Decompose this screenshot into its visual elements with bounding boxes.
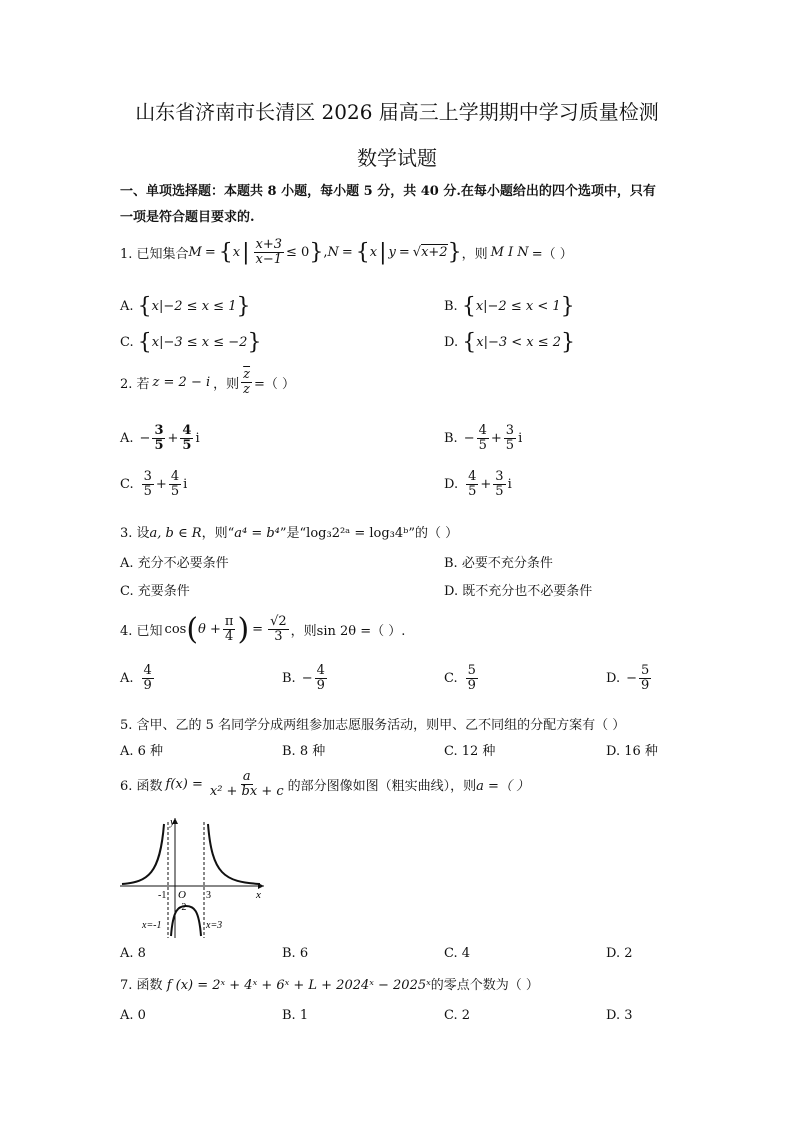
q1-option-c-letter: C. (120, 335, 134, 350)
q6-fx: f(x) = (165, 776, 203, 792)
q7-option-b[interactable]: B. 1 (282, 1008, 309, 1023)
q7-expression: f (x) = 2ˣ + 4ˣ + 6ˣ + L + 2024ˣ − 2025ˣ (166, 978, 431, 993)
q2-c-frac1 (142, 470, 154, 498)
q6-option-a[interactable]: A. 8 (120, 946, 146, 961)
q1-sqrt-sign: √ (412, 244, 422, 260)
q1-option-d-letter: D. (444, 335, 459, 350)
q6-origin-label: O (178, 889, 186, 901)
q1-a-brace-open: { (137, 294, 152, 319)
q3-option-c[interactable]: C. 充要条件 (120, 584, 190, 599)
q4-b-d: 9 (316, 677, 325, 693)
q2-c-d1: 5 (143, 483, 152, 499)
q4-rhs-frac (268, 615, 289, 643)
q6-answer-blank: a =（ ） (476, 778, 530, 794)
q4-four: 4 (225, 629, 234, 644)
q2-option-a-letter: A. (120, 430, 134, 446)
q2-d-d2: 5 (495, 483, 504, 499)
q1-option-d-text: x|−3 < x ≤ 2 (476, 335, 562, 350)
q2-d-frac2 (493, 470, 505, 498)
q1-option-b-letter: B. (444, 299, 458, 314)
q4-a-d: 9 (143, 677, 152, 693)
q4-option-a[interactable] (120, 664, 156, 692)
q4-eq: = (252, 622, 264, 637)
q2-then: ，则 (213, 376, 240, 392)
q4-then: ，则 (290, 624, 317, 639)
q1-prefix: 1. 已知集合 (120, 246, 189, 262)
q1-b-brace-close: } (560, 294, 575, 319)
q2-c-i: i (183, 476, 188, 492)
exam-subtitle: 数学试题 (357, 146, 437, 170)
q1-brace-close: } (309, 239, 324, 265)
q6-option-d[interactable]: D. 2 (606, 946, 633, 961)
q1-option-d[interactable] (444, 330, 575, 355)
q2-prefix: 2. 若 (120, 376, 150, 392)
q4-d-sign: − (626, 670, 637, 686)
q1-MI: M I N (490, 244, 529, 260)
q2-d-i: i (507, 476, 512, 492)
q2-d-frac1 (466, 470, 478, 498)
question-1 (120, 238, 573, 266)
q2-c-d2: 5 (170, 483, 180, 499)
q6-suffix: 的部分图像如图（粗实曲线），则 (287, 778, 477, 794)
q2-b-plus: + (490, 430, 502, 446)
q1-then: ，则 (461, 246, 488, 262)
q4-a-frac (142, 664, 154, 692)
q2-fraction (241, 368, 252, 396)
q2-b-d1: 5 (478, 437, 487, 453)
q1-d-brace-open: { (462, 330, 477, 355)
q5-option-a[interactable]: A. 6 种 (120, 744, 164, 759)
q4-three: 3 (274, 629, 283, 644)
q2-d-d1: 5 (468, 483, 477, 499)
q4-d-frac (639, 664, 651, 692)
q6-fraction (208, 770, 286, 798)
q1-option-b[interactable] (444, 294, 575, 319)
q1-brace-open2: { (355, 239, 370, 265)
q4-sin: sin 2θ =（ ）. (316, 624, 406, 639)
q7-option-d[interactable]: D. 3 (606, 1008, 633, 1023)
question-2 (120, 368, 295, 396)
q3-option-a[interactable]: A. 充分不必要条件 (120, 556, 229, 571)
q4-d-n: 5 (641, 663, 650, 678)
q7-suffix: 的零点个数为（ ） (430, 978, 539, 993)
q2-a-frac1 (152, 424, 165, 452)
q6-tick-3: 3 (206, 890, 211, 901)
q1-option-a-letter: A. (120, 299, 134, 314)
q2-condition: z = 2 − i (152, 374, 211, 390)
q1-a-brace-close: } (236, 294, 251, 319)
q1-brace-close2: } (447, 239, 462, 265)
q1-sqrt: x+2 (421, 245, 448, 261)
q3-option-b[interactable]: B. 必要不充分条件 (444, 556, 553, 571)
q6-den: x² + bx + c (209, 783, 284, 799)
q4-option-c-letter: C. (444, 670, 458, 686)
section-instructions-line2: 一项是符合题目要求的. (120, 210, 255, 225)
q2-a-d1: 5 (154, 437, 164, 453)
q2-a-n1: 3 (154, 423, 164, 438)
q2-a-i: i (195, 430, 200, 446)
question-3 (120, 522, 458, 541)
q1-le0: ≤ 0 (286, 244, 310, 260)
q3-text4: ”的（ ） (408, 526, 459, 541)
question-7 (120, 974, 539, 993)
q7-option-a[interactable]: A. 0 (120, 1008, 146, 1023)
q6-curve-right-branch (208, 824, 260, 884)
q2-b-sign: − (463, 430, 475, 446)
q6-curve-left-branch (122, 824, 164, 884)
q1-den: x−1 (255, 251, 283, 267)
q5-option-c[interactable]: C. 12 种 (444, 744, 496, 759)
q1-b-brace-open: { (461, 294, 476, 319)
q4-prefix: 4. 已知 (120, 624, 163, 639)
q6-tick-neg2: -2 (178, 902, 187, 913)
q4-d-d: 9 (641, 677, 650, 693)
q4-paren-open: ( (186, 612, 199, 647)
q1-c-brace-open: { (137, 330, 152, 355)
q6-asym-left-label: x=-1 (142, 920, 162, 931)
q6-num: a (242, 769, 251, 784)
q2-a-frac2 (180, 424, 193, 452)
q4-option-d-letter: D. (606, 670, 621, 686)
q3-text3: ”是“ (279, 526, 307, 541)
q6-option-c[interactable]: C. 4 (444, 946, 471, 961)
q2-d-n2: 3 (495, 469, 504, 484)
q1-eq3: = (398, 244, 410, 260)
q7-prefix: 7. 函数 (120, 978, 163, 993)
q1-y: y (388, 244, 396, 260)
q1-comma: , (323, 244, 328, 260)
q2-option-c[interactable] (120, 470, 187, 498)
q4-option-a-letter: A. (120, 670, 134, 686)
q2-b-frac2 (504, 424, 516, 452)
q2-option-d[interactable] (444, 470, 512, 498)
q7-option-c[interactable]: C. 2 (444, 1008, 471, 1023)
q1-num: x+3 (255, 237, 283, 252)
q4-a-n: 4 (143, 663, 152, 678)
q2-option-a[interactable] (120, 424, 200, 452)
q4-option-d[interactable] (606, 664, 653, 692)
q6-prefix: 6. 函数 (120, 778, 163, 794)
q4-theta: θ + (198, 622, 221, 637)
question-6 (120, 770, 529, 798)
q3-ab: a, b ∈ R (149, 526, 202, 541)
q4-option-c[interactable] (444, 664, 480, 692)
q2-c-frac2 (169, 470, 181, 498)
q1-brace-open: { (218, 239, 233, 265)
q2-answer-blank: =（ ） (254, 376, 296, 392)
q1-set-M: M (188, 244, 202, 260)
q6-asym-right-label: x=3 (206, 920, 223, 931)
question-5: 5. 含甲、乙的 5 名同学分成两组参加志愿服务活动，则甲、乙不同组的分配方案有（ ） (120, 718, 626, 733)
q4-c-frac (466, 664, 478, 692)
q6-y-label: y (170, 816, 175, 828)
q2-a-n2: 4 (182, 423, 192, 438)
q2-a-plus: + (167, 430, 179, 446)
q2-a-d2: 5 (182, 437, 192, 453)
q4-pi-frac (223, 615, 236, 643)
q4-b-frac (315, 664, 327, 692)
q1-option-b-text: x|−2 ≤ x < 1 (475, 299, 561, 314)
q4-b-n: 4 (316, 663, 325, 678)
q4-sqrt2: √2 (270, 614, 287, 630)
q2-option-b[interactable] (444, 424, 522, 452)
q1-bar: | (242, 239, 250, 265)
q2-b-n1: 4 (478, 423, 487, 438)
q3-text1: 3. 设 (120, 526, 150, 541)
q1-option-a-text: x|−2 ≤ x ≤ 1 (151, 299, 237, 314)
q1-c-brace-close: } (247, 330, 262, 355)
q4-c-d: 9 (467, 677, 476, 693)
q2-den: z (243, 381, 251, 397)
q1-bar2: | (379, 239, 387, 265)
q3-text2: ，则“ (201, 526, 235, 541)
q3-cond1: a⁴ = b⁴ (234, 526, 280, 541)
q2-option-c-letter: C. (120, 476, 134, 492)
q2-c-n2: 4 (170, 469, 180, 484)
q1-fraction (254, 238, 285, 266)
q6-option-b[interactable]: B. 6 (282, 946, 309, 961)
q2-b-n2: 3 (505, 423, 515, 438)
section-instructions-line1: 一、单项选择题：本题共 8 小题，每小题 5 分，共 40 分.在每小题给出的四个选项中，只有 (120, 184, 656, 199)
q4-option-b[interactable] (282, 664, 329, 692)
q1-set-N: N (327, 244, 339, 260)
q4-cos: cos (164, 622, 187, 637)
q2-a-sign: − (139, 430, 151, 446)
q1-d-brace-close: } (561, 330, 576, 355)
q1-x1: x (232, 244, 241, 260)
q2-d-n1: 4 (468, 469, 477, 484)
q1-option-c[interactable] (120, 330, 261, 355)
q1-eq: = (204, 244, 216, 260)
q2-option-d-letter: D. (444, 476, 459, 492)
q1-x2: x (369, 244, 378, 260)
q2-b-d2: 5 (505, 437, 515, 453)
q4-pi: π (224, 614, 234, 630)
q5-option-d[interactable]: D. 16 种 (606, 744, 658, 759)
q2-b-i: i (518, 430, 523, 446)
q2-d-plus: + (480, 476, 492, 492)
q2-c-plus: + (155, 476, 167, 492)
q6-function-graph (118, 814, 268, 940)
q6-tick-neg1: -1 (158, 890, 167, 901)
q2-num: $\overline{z}$ (243, 367, 251, 382)
q1-answer-blank: =（ ） (531, 246, 573, 262)
q1-option-c-text: x|−3 ≤ x ≤ −2 (151, 335, 248, 350)
q4-c-n: 5 (467, 663, 476, 678)
q4-paren-close: ) (237, 612, 250, 647)
q1-option-a[interactable] (120, 294, 250, 319)
q1-eq2: = (341, 244, 353, 260)
q6-x-label: x (256, 889, 261, 901)
q2-c-n1: 3 (143, 469, 152, 484)
q2-option-b-letter: B. (444, 430, 458, 446)
q4-b-sign: − (301, 670, 313, 686)
q3-cond2: log₃2²ᵃ = log₃4ᵇ (306, 526, 409, 541)
q5-option-b[interactable]: B. 8 种 (282, 744, 326, 759)
question-4 (120, 612, 405, 647)
exam-title: 山东省济南市长清区 2026 届高三上学期期中学习质量检测 (135, 100, 659, 124)
q4-option-b-letter: B. (282, 670, 296, 686)
q3-option-d[interactable]: D. 既不充分也不必要条件 (444, 584, 593, 599)
q2-b-frac1 (477, 424, 489, 452)
